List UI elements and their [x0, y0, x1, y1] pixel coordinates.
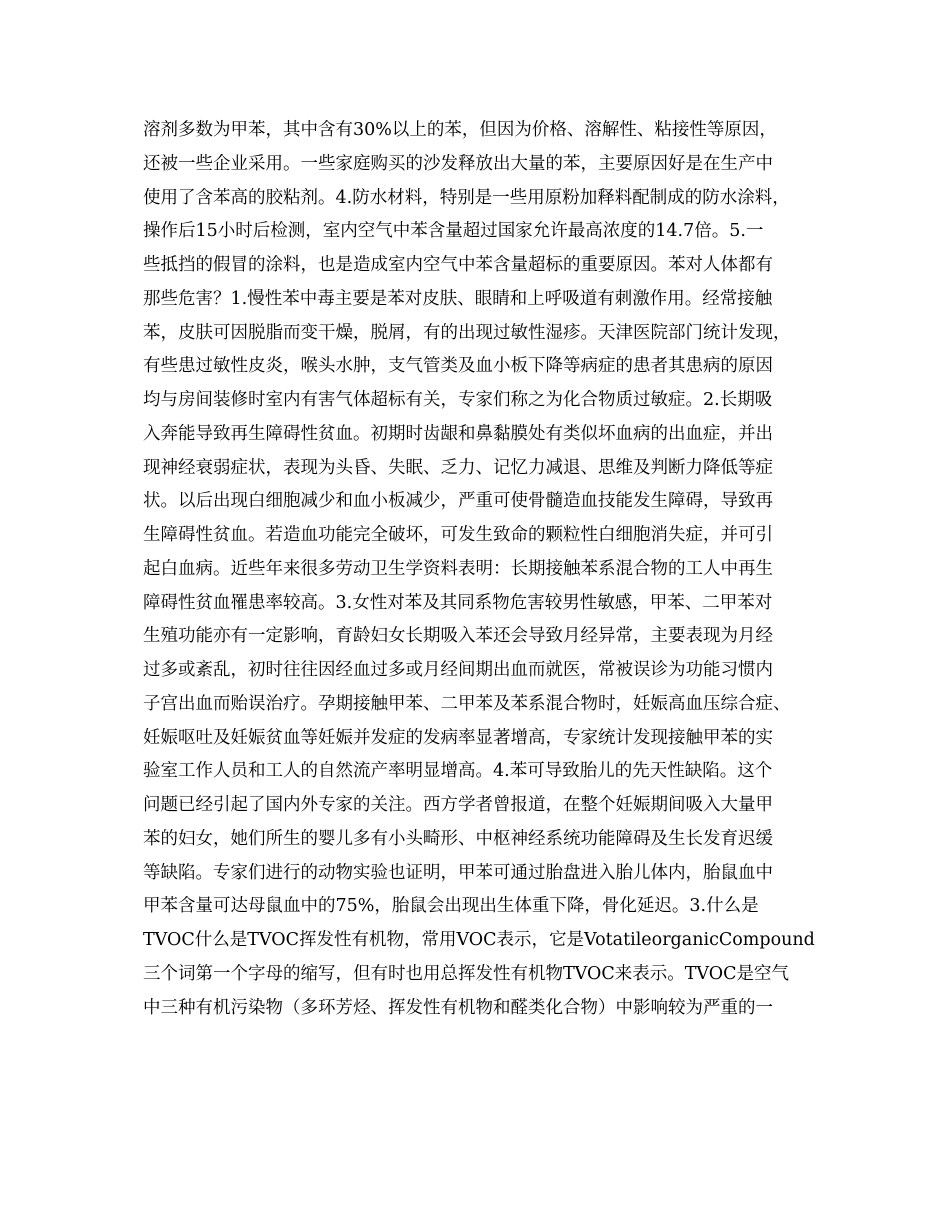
text-line: 使用了含苯高的胶粘剂。4.防水材料，特别是一些用原粉加释料配制成的防水涂料， [143, 187, 790, 208]
text-line: 溶剂多数为甲苯，其中含有30%以上的苯，但因为价格、溶解性、粘接性等原因， [143, 120, 777, 140]
text-line: 问题已经引起了国内外专家的关注。西方学者曾报道，在整个妊娠期间吸入大量甲 [143, 795, 773, 815]
text-line: 苯的妇女，她们所生的婴儿多有小头畸形、中枢神经系统功能障碍及生长发育迟缓 [143, 828, 773, 849]
text-line: 有些患过敏性皮炎，喉头水肿，支气管类及血小板下降等病症的患者其患病的原因 [143, 356, 773, 377]
text-line: 过多或紊乱，初时往往因经血过多或月经间期出血而就医，常被误诊为功能习惯内 [143, 660, 773, 680]
text-line: 起白血病。近些年来很多劳动卫生学资料表明：长期接触苯系混合物的工人中再生 [143, 558, 773, 579]
text-line: 入奔能导致再生障碍性贫血。初期时齿龈和鼻黏膜处有类似坏血病的出血症，并出 [143, 423, 773, 444]
text-line: 子宫出血而贻误治疗。孕期接触甲苯、二甲苯及苯系混合物时，妊娠高血压综合症、 [143, 693, 791, 714]
text-line: 状。以后出现白细胞减少和血小板减少，严重可使骨髓造血技能发生障碍，导致再 [143, 491, 773, 512]
text-line: 现神经衰弱症状，表现为头昏、失眠、乏力、记忆力减退、思维及判断力降低等症 [143, 457, 773, 478]
text-line: 些抵挡的假冒的涂料，也是造成室内空气中苯含量超标的重要原因。苯对人体都有 [143, 255, 773, 275]
text-line: 生殖功能亦有一定影响，育龄妇女长期吸入苯还会导致月经异常，主要表现为月经 [143, 626, 773, 647]
text-line: TVOC什么是TVOC挥发性有机物，常用VOC表示，它是VotatileorganicCompound [143, 930, 815, 950]
text-line: 三个词第一个字母的缩写，但有时也用总挥发性有机物TVOC来表示。TVOC是空气 [143, 963, 789, 984]
text-line: 等缺陷。专家们进行的动物实验也证明，甲苯可通过胎盘进入胎儿体内，胎鼠血中 [143, 862, 773, 883]
text-line: 还被一些企业采用。一些家庭购买的沙发释放出大量的苯，主要原因好是在生产中 [143, 153, 773, 174]
text-line: 甲苯含量可达母鼠血中的75%，胎鼠会出现出生体重下降，骨化延迟。3.什么是 [143, 896, 759, 917]
text-line: 均与房间装修时室内有害气体超标有关，专家们称之为化合物质过敏症。2.长期吸 [143, 390, 773, 410]
text-line: 妊娠呕吐及妊娠贫血等妊娠并发症的发病率显著增高，专家统计发现接触甲苯的实 [143, 727, 773, 748]
text-line: 生障碍性贫血。若造血功能完全破坏，可发生致命的颗粒性白细胞消失症，并可引 [143, 525, 773, 545]
text-line: 中三种有机污染物（多环芳烃、挥发性有机物和醛类化合物）中影响较为严重的一 [143, 997, 773, 1018]
text-line: 障碍性贫血罹患率较高。3.女性对苯及其同系物危害较男性敏感，甲苯、二甲苯对 [143, 592, 773, 613]
text-line: 苯，皮肤可因脱脂而变干燥，脱屑，有的出现过敏性湿疹。天津医院部门统计发现， [143, 322, 791, 343]
text-line: 操作后15小时后检测，室内空气中苯含量超过国家允许最高浓度的14.7倍。5.一 [143, 221, 764, 242]
text-line: 验室工作人员和工人的自然流产率明显增高。4.苯可导致胎儿的先天性缺陷。这个 [143, 761, 773, 782]
text-line: 那些危害？1.慢性苯中毒主要是苯对皮肤、眼睛和上呼吸道有刺激作用。经常接触 [143, 288, 773, 309]
body-text [143, 114, 823, 1025]
